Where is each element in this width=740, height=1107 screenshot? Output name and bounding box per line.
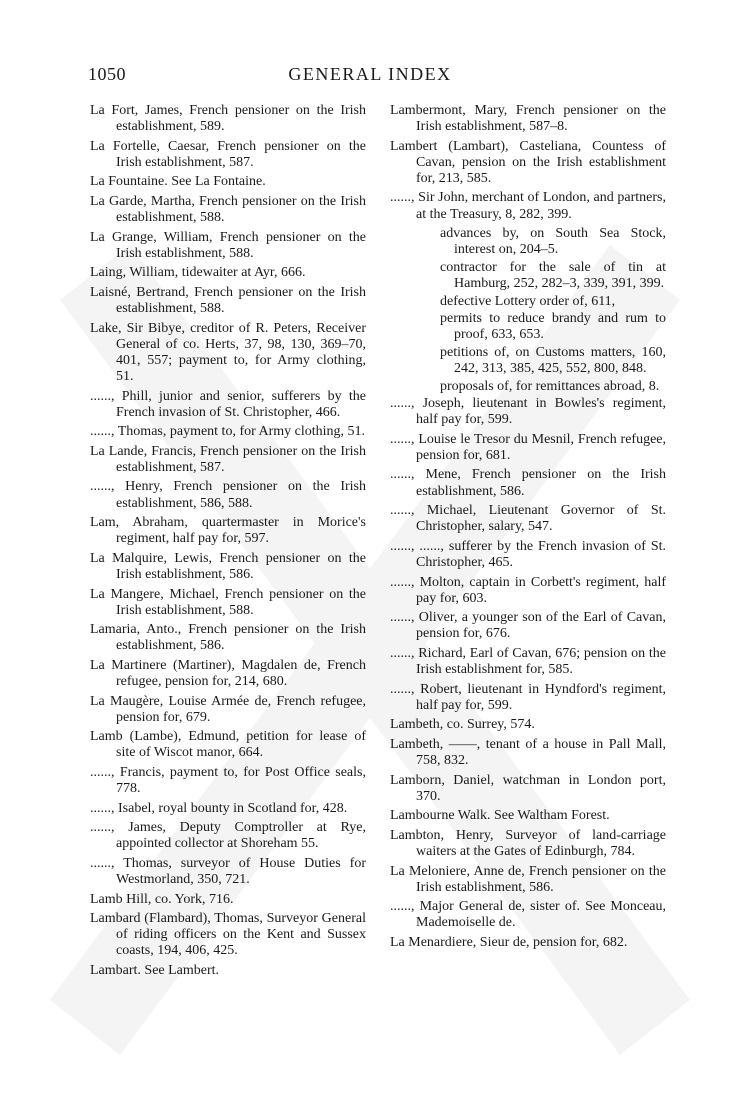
index-column-left — [90, 103, 366, 983]
index-entry: La Fortelle, Caesar, French pensioner on the Irish establishment, 587. — [90, 138, 366, 170]
index-entry: Lambton, Henry, Surveyor of land-carriage waiters at the Gates of Edinburgh, 784. — [390, 827, 666, 859]
index-entry: La Fort, James, French pensioner on the Irish establishment, 589. — [90, 103, 366, 135]
index-entry: ......, Major General de, sister of. See Monceau, Mademoiselle de. — [390, 899, 666, 931]
index-entry: ......, Michael, Lieutenant Governor of St. Christopher, salary, 547. — [390, 503, 666, 535]
index-entry: La Mangere, Michael, French pensioner on the Irish establishment, 588. — [90, 586, 366, 618]
index-subentry: petitions of, on Customs matters, 160, 242, 313, 385, 425, 552, 800, 848. — [440, 344, 666, 376]
index-entry: Lamaria, Anto., French pensioner on the Irish establishment, 586. — [90, 622, 366, 654]
running-head: GENERAL INDEX — [288, 64, 452, 84]
index-entry: La Menardiere, Sieur de, pension for, 682. — [390, 934, 628, 950]
index-entry: ......, Henry, French pensioner on the Irish establishment, 586, 588. — [90, 479, 366, 511]
index-entry: ......, Thomas, surveyor of House Duties for Westmorland, 350, 721. — [90, 855, 366, 888]
index-entry: Lamb Hill, co. York, 716. — [90, 891, 234, 907]
index-entry: ......, ......, sufferer by the French invasion of St. Christopher, 465. — [390, 538, 666, 570]
index-entry: La Garde, Martha, French pensioner on the Irish establishment, 588. — [90, 193, 366, 226]
index-entry: La Lande, Francis, French pensioner on the Irish establishment, 587. — [90, 443, 366, 475]
index-entry: Lambart. See Lambert. — [90, 963, 220, 978]
index-subentry: defective Lottery order of, 611, — [440, 293, 616, 309]
index-column-right — [390, 103, 666, 955]
index-entry: Lamborn, Daniel, watchman in London port, 370. — [390, 772, 666, 804]
index-entry: Lambard (Flambard), Thomas, Surveyor General of riding officers on the Kent and Sussex coasts, 194, 406, 425. — [90, 911, 366, 959]
index-entry: Lamb (Lambe), Edmund, petition for lease of site of Wiscot manor, 664. — [90, 729, 366, 761]
index-entry: ......, Mene, French pensioner on the Irish establishment, 586. — [390, 467, 666, 499]
index-entry: ......, Robert, lieutenant in Hyndford's regiment, half pay for, 599. — [390, 681, 666, 713]
page-header — [88, 64, 652, 90]
index-entry: La Grange, William, French pensioner on the Irish establishment, 588. — [90, 229, 366, 261]
index-entry: ......, Molton, captain in Corbett's regiment, half pay for, 603. — [390, 574, 666, 606]
index-subentry: contractor for the sale of tin at Hamburg, 252, 282–3, 339, 391, 399. — [440, 259, 666, 291]
index-entry: ......, Joseph, lieutenant in Bowles's regiment, half pay for, 599. — [390, 396, 666, 428]
index-entry: La Fountaine. See La Fontaine. — [90, 174, 266, 190]
index-entry: Laing, William, tidewaiter at Ayr, 666. — [90, 265, 306, 281]
index-entry: ......, Louise le Tresor du Mesnil, French refugee, pension for, 681. — [390, 431, 666, 463]
index-entry: Lake, Sir Bibye, creditor of R. Peters, Receiver General of co. Herts, 37, 98, 130, 369–70, 401, 557; payment to, for Army clothing, 51. — [90, 320, 366, 384]
index-entry: Lambeth, ——, tenant of a house in Pall Mall, 758, 832. — [390, 736, 666, 768]
page-number: 1050 — [88, 64, 126, 84]
index-entry: ......, Richard, Earl of Cavan, 676; pension on the Irish establishment for, 585. — [390, 645, 666, 677]
index-subentry: advances by, on South Sea Stock, interest on, 204–5. — [440, 226, 666, 258]
index-subentry: proposals of, for remittances abroad, 8. — [440, 378, 660, 394]
index-entry: La Meloniere, Anne de, French pensioner on the Irish establishment, 586. — [390, 863, 666, 895]
index-entry: ......, Sir John, merchant of London, and partners, at the Treasury, 8, 282, 399. — [390, 190, 666, 222]
index-entry: La Martinere (Martiner), Magdalen de, French refugee, pension for, 214, 680. — [90, 657, 366, 689]
index-entry: La Maugère, Louise Armée de, French refugee, pension for, 679. — [90, 693, 366, 725]
index-entry: Lambourne Walk. See Waltham Forest. — [390, 808, 610, 824]
index-entry: ......, Oliver, a younger son of the Earl of Cavan, pension for, 676. — [390, 610, 666, 642]
index-entry: Lambermont, Mary, French pensioner on the Irish establishment, 587–8. — [390, 103, 666, 135]
index-entry: ......, Thomas, payment to, for Army clothing, 51. — [90, 424, 366, 440]
index-entry: Lam, Abraham, quartermaster in Morice's regiment, half pay for, 597. — [90, 515, 366, 547]
index-entry: ......, James, Deputy Comptroller at Rye, appointed collector at Shoreham 55. — [90, 820, 366, 852]
index-entry: Lambeth, co. Surrey, 574. — [390, 717, 535, 733]
index-subentry: permits to reduce brandy and rum to proof, 633, 653. — [440, 311, 666, 343]
index-entry: ......, Francis, payment to, for Post Office seals, 778. — [90, 764, 366, 797]
index-entry: Laisné, Bertrand, French pensioner on the Irish establishment, 588. — [90, 284, 366, 317]
index-entry: La Malquire, Lewis, French pensioner on the Irish establishment, 586. — [90, 550, 366, 582]
index-entry: Lambert (Lambart), Casteliana, Countess of Cavan, pension on the Irish establishment for, 213, 585. — [390, 138, 666, 186]
index-entry: ......, Isabel, royal bounty in Scotland for, 428. — [90, 800, 348, 816]
index-entry: ......, Phill, junior and senior, sufferers by the French invasion of St. Christopher, 466. — [90, 388, 366, 420]
